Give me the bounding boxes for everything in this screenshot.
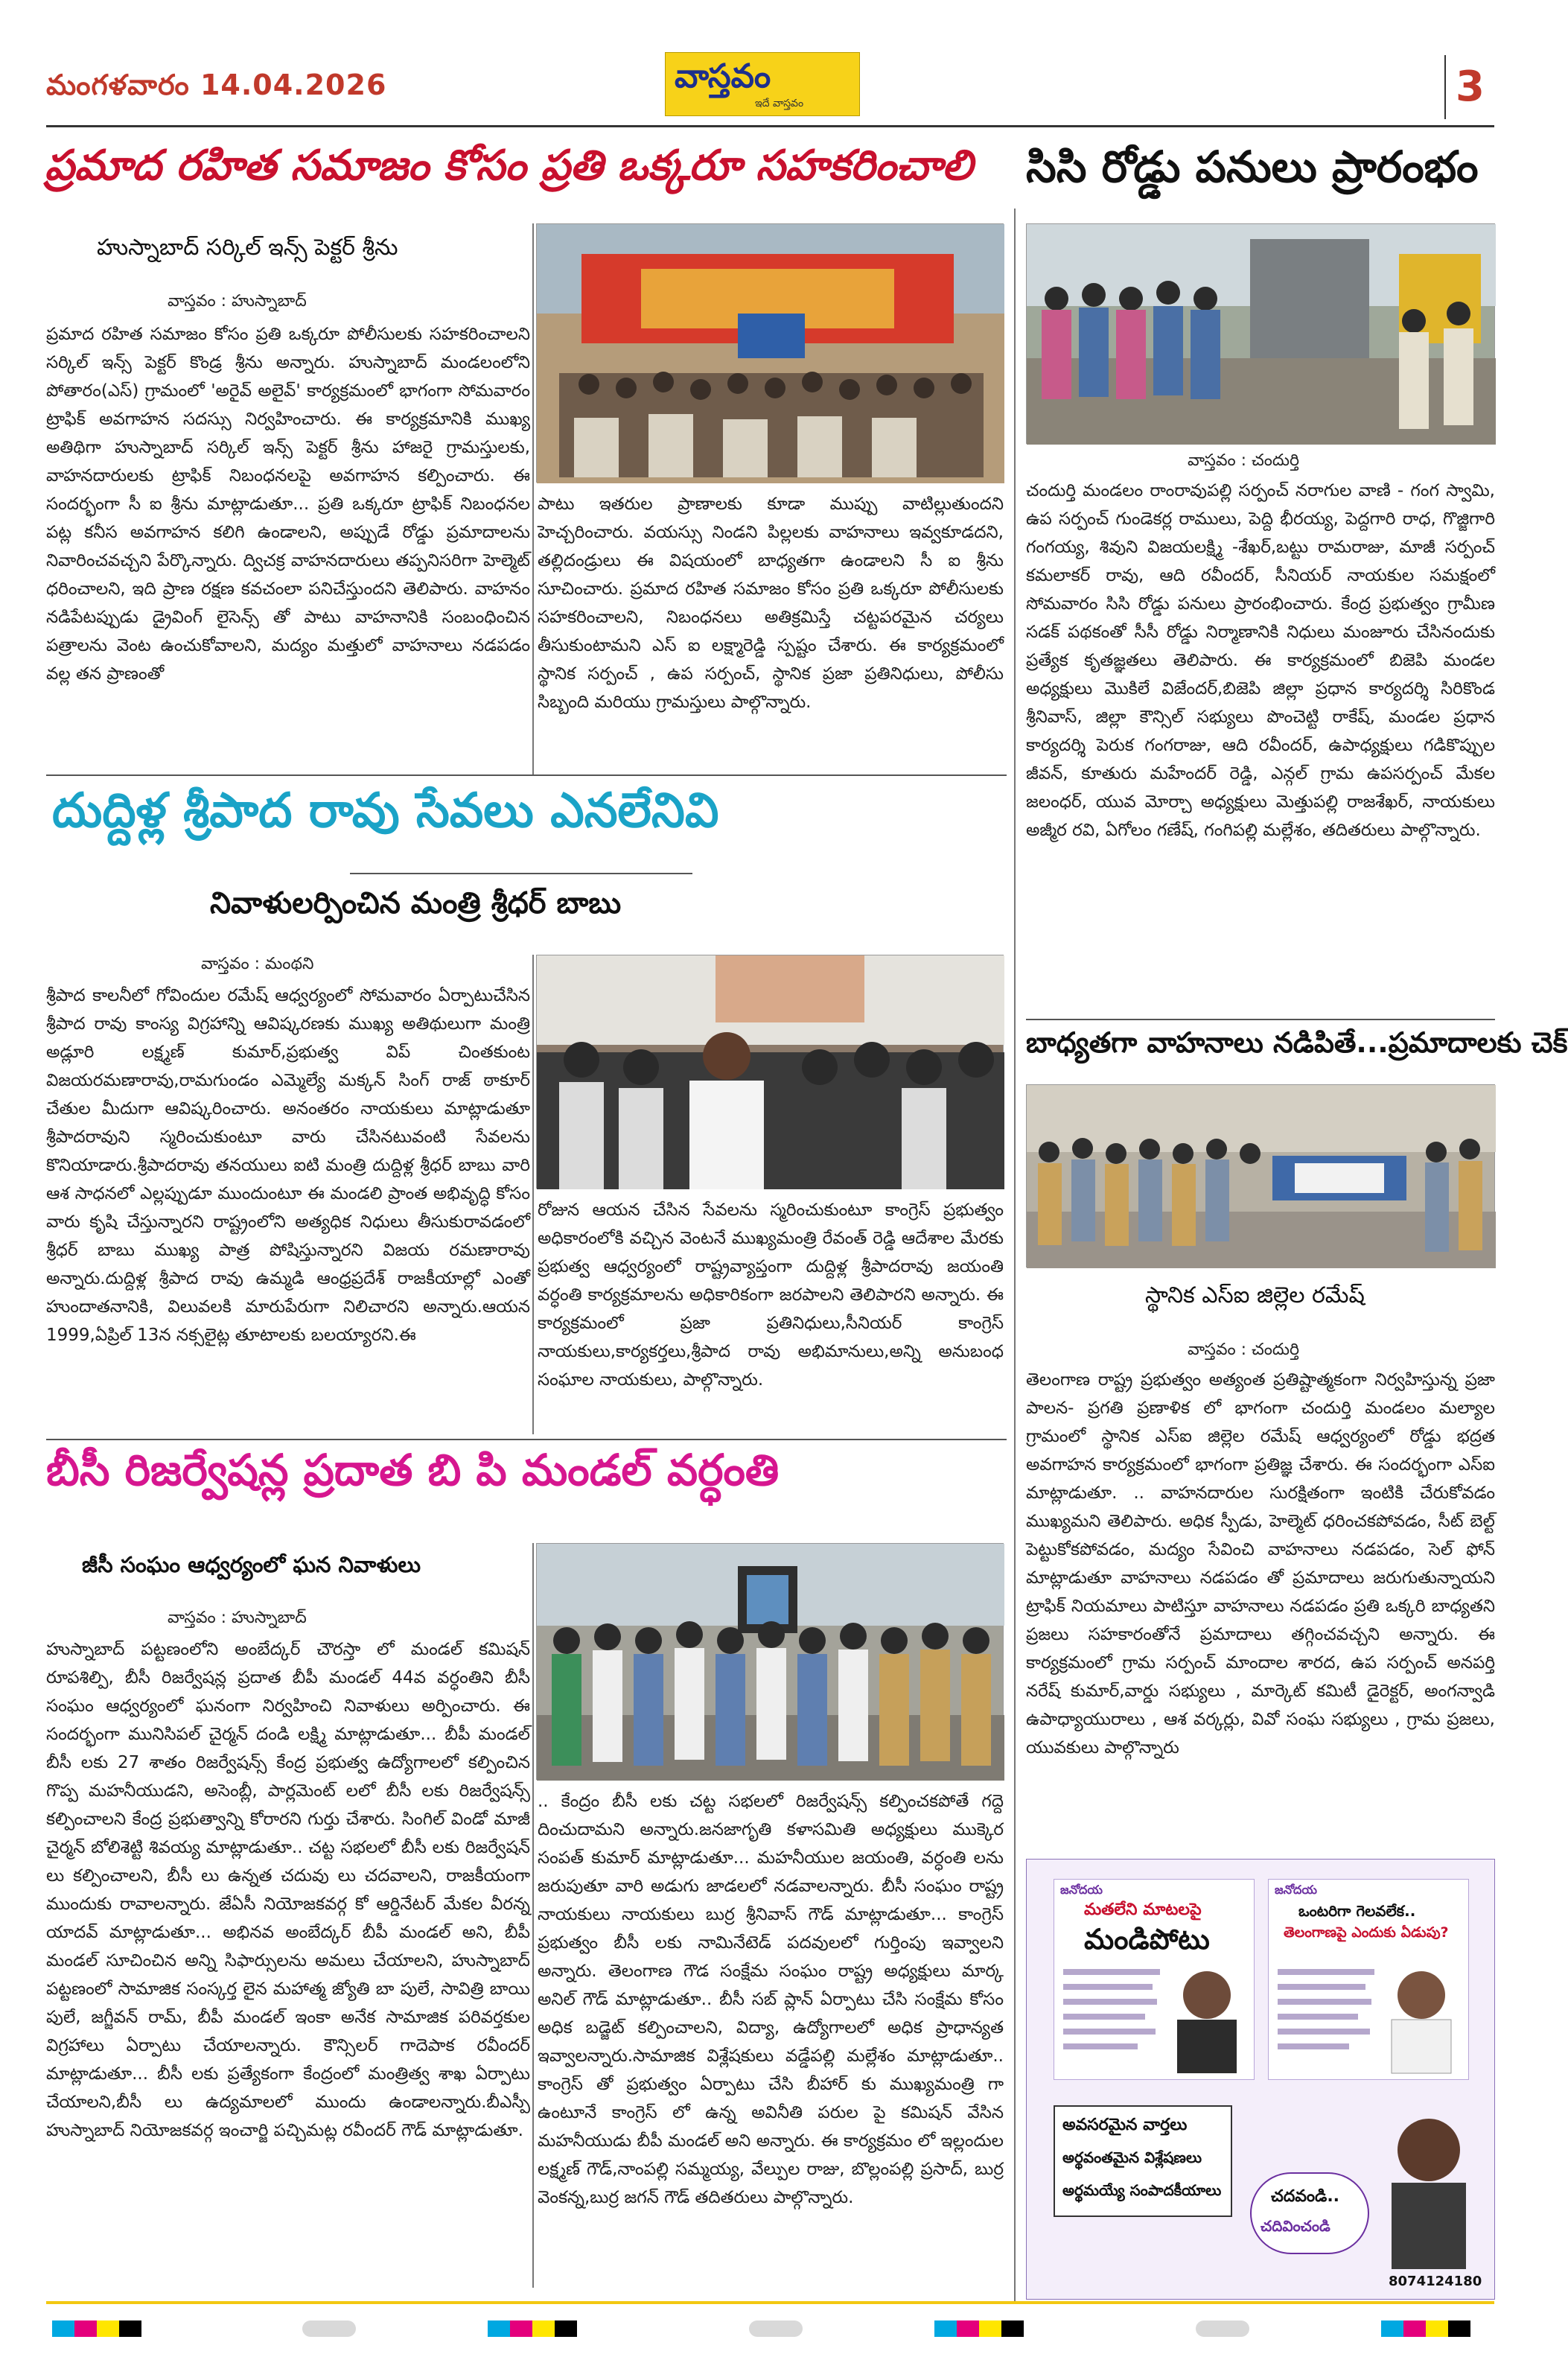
story2-dateline: వాస్తవం : చందుర్తి bbox=[1188, 451, 1300, 470]
story4-photo bbox=[1026, 1084, 1495, 1267]
story3-column-divider bbox=[532, 955, 534, 1434]
minister-speech-photo bbox=[537, 955, 1004, 1189]
story3-headline: దుద్దిళ్ల శ్రీపాద రావు సేవలు ఎనలేనివి bbox=[52, 783, 719, 839]
ad-read-bubble bbox=[1250, 2172, 1369, 2254]
story2-headline: సిసి రోడ్డు పనులు ప్రారంభం bbox=[1026, 141, 1479, 192]
ad-right-title-small: ఒంటరిగా గెలవలేక.. bbox=[1298, 1902, 1416, 1920]
ad-right-brand: జనోదయ bbox=[1275, 1883, 1317, 1897]
story3-subhead: నివాళులర్పించిన మంత్రి శ్రీధర్ బాబు bbox=[210, 886, 622, 920]
ad-box-line2: అర్థవంతమైన విశ్లేషణలు bbox=[1062, 2148, 1202, 2166]
story1-column-divider bbox=[532, 223, 534, 774]
newspaper-ad bbox=[1026, 1859, 1495, 2300]
registration-mark-far-right bbox=[1381, 2320, 1403, 2337]
registration-mark-center bbox=[488, 2320, 510, 2337]
masthead-title: వాస్తవం bbox=[675, 57, 771, 95]
story5-body-col2: .. కేంద్రం బీసీ లకు చట్ట సభలలో రిజర్వేషన్స్ కల్పించకపోతే గద్దె దించుదామని అన్నారు.జనజాగృతి కళాసమితి అధ్యక్షులు ముక్కెర సంపత్ కుమార్ మాట్లాడుతూ... మహనీయుల జయంతి, వర్ధంతి లను జరుపుతూ వారి అడుగు జాడలలో నడవాలన్నారు. బీసీ సంఘం రాష్ట్ర నాయకులు నాయకులు బుర్ర శ్రీనివాస్ గౌడ్ మాట్లాడుతూ... కాంగ్రెస్ ప్రభుత్వం బీసీ లకు నామినేటెడ్ పదవులలో గుర్తింపు ఇవ్వాలని అన్నారు. తెలంగాణ గౌడ సంక్షేమ సంఘం రాష్ట్ర అధ్యక్షులు మార్క అనిల్ గౌడ్ మాట్లాడుతూ.. బీసీ సబ్ ప్లాన్ ఏర్పాటు చేసి సంక్షేమ కోసం అధిక బడ్జెట్ కల్పించాలని, విద్యా, ఉద్యోగాలలో అధిక ప్రాధాన్యత ఇవ్వాలన్నారు.సామాజిక విశ్లేషకులు వడ్డేపల్లి మల్లేశం మాట్లాడుతూ.. కాంగ్రెస్ తో ప్రభుత్వం ఏర్పాటు చేసి బీహార్ కు ముఖ్యమంత్రి గా ఉంటూనే కాంగ్రెస్ లో ఉన్న అవినీతి పరుల పై కమిషన్ వేసిన మహనీయుడు బీపీ మండల్ అని అన్నారు. ఈ కార్యక్రమం లో ఇల్లందుల లక్ష్మణ్ గౌడ్,నాంపల్లి సమ్మయ్య, వేల్పుల రాజు, బొల్లంపల్లి ప్రసాద్, బుర్ర వెంకన్న,బుర్ర జగన్ గౌడ్ తదితరులు పాల్గొన్నారు. bbox=[538, 1792, 1004, 2207]
story3-subhead-rule bbox=[350, 873, 692, 874]
registration-oval-2 bbox=[749, 2320, 803, 2337]
story1-body-col1: ప్రమాద రహిత సమాజం కోసం ప్రతి ఒక్కరూ పోలీసులకు సహకరించాలని సర్కిల్ ఇన్స్ పెక్టర్ కొండ్ర శ్రీను అన్నారు. హుస్నాబాద్ మండలంలోని పోతారం(ఎస్) గ్రామంలో 'అరైవ్ అలైవ్' కార్యక్రమంలో భాగంగా సోమవారం ట్రాఫిక్ అవగాహన సదస్సు నిర్వహించారు. ఈ కార్యక్రమానికి ముఖ్య అతిథిగా హుస్నాబాద్ సర్కిల్ ఇన్స్ పెక్టర్ శ్రీను హాజరై గ్రామస్తులకు, వాహనదారులకు ట్రాఫిక్ నిబంధనలపై అవగాహన కల్పించారు. ఈ సందర్భంగా సీ ఐ శ్రీను మాట్లాడుతూ... ప్రతి ఒక్కరూ ట్రాఫిక్ నిబంధనల పట్ల కనీస అవగాహన కలిగి ఉండాలని, అప్పుడే రోడ్డు ప్రమాదాలను నివారించవచ్చని పేర్కొన్నారు. ద్విచక్ర వాహనదారులు తప్పనిసరిగా హెల్మెట్ ధరించాలని, ఇది ప్రాణ రక్షణ కవచంలా పనిచేస్తుందని తెలిపారు. వాహనం నడిపేటప్పుడు డ్రైవింగ్ లైసెన్స్ తో పాటు వాహనానికి సంబంధించిన పత్రాలను వెంట ఉంచుకోవాలని, మద్యం మత్తులో వాహనాలు నడపడం వల్ల తన ప్రాణంతో bbox=[46, 325, 530, 684]
left-right-divider bbox=[1014, 209, 1016, 2301]
story5-body-col1: హుస్నాబాద్ పట్టణంలోని అంబేద్కర్ చౌరస్తా లో మండల్ కమిషన్ రూపశిల్పి, బీసీ రిజర్వేషన్ల ప్రదాత బీపీ మండల్ 44వ వర్ధంతిని బీసీ సంఘం ఆధ్వర్యంలో ఘనంగా నిర్వహించి నివాళులు అర్పించారు. ఈ సందర్భంగా మునిసిపల్ చైర్మన్ దండి లక్ష్మి మాట్లాడుతూ... బీపీ మండల్ బీసీ లకు 27 శాతం రిజర్వేషన్స్ కేంద్ర ప్రభుత్వ ఉద్యోగాలలో కల్పించిన గొప్ప మహనీయుడని, అసెంబ్లీ, పార్లమెంట్ లలో బీసీ లకు రిజర్వేషన్స్ కల్పించాలని కేంద్ర ప్రభుత్వాన్ని కోరారని గుర్తు చేశారు. సింగిల్ విండో మాజీ చైర్మన్ బోలిశెట్టి శివయ్య మాట్లాడుతూ.. చట్ట సభలలో బీసీ లకు రిజర్వేషన్ లు కల్పించాలని, బీసీ లు ఉన్నత చదువు లు చదవాలని, రాజకీయంగా ముందుకు రావాలన్నారు. జేఏసీ నియోజకవర్గ కో ఆర్డినేటర్ మేకల వీరన్న యాదవ్ మాట్లాడుతూ... అభినవ అంబేద్కర్ బీపీ మండల్ అని, బీపీ మండల్ సూచించిన అన్ని సిఫార్సులను అమలు చేయాలని, హుస్నాబాద్ పట్టణంలో సామాజిక సంస్కర్త లైన మహాత్మ జ్యోతి బా పులే, సావిత్రి బాయి పులే, జగ్జీవన్ రామ్, బీపీ మండల్ ఇంకా అనేక సామాజిక పరివర్తకుల విగ్రహాలు ఏర్పాటు చేయాలన్నారు. కౌన్సిలర్ గాదెపాక రవీందర్ మాట్లాడుతూ... బీసీ లకు ప్రత్యేకంగా కేంద్రంలో మంత్రిత్వ శాఖ ఏర్పాటు చేయాలని,బీసీ లు ఉద్యమాలలో ముందు ఉండాలన్నారు.బీఎస్పీ హుస్నాబాద్ నియోజకవర్గ ఇంచార్జి పచ్చిమట్ల రవీందర్ గౌడ్ మాట్లాడుతూ. bbox=[46, 1640, 530, 2140]
ad-left-title-small: మతలేని మాటలపై bbox=[1084, 1900, 1202, 1919]
story3-body-col1: శ్రీపాద కాలనీలో గోవిందుల రమేష్ ఆధ్వర్యంలో సోమవారం ఏర్పాటుచేసిన శ్రీపాద రావు కాంస్య విగ్రహాన్ని ఆవిష్కరణకు ముఖ్య అతిథులుగా మంత్రి అడ్లూరి లక్ష్మణ్ కుమార్,ప్రభుత్వ విప్ చింతకుంట విజయరమణారావు,రామగుండం ఎమ్మెల్యే మక్కన్ సింగ్ రాజ్ ఠాకూర్ చేతుల మీదుగా ఆవిష్కరించారు. అనంతరం నాయకులు మాట్లాడుతూ శ్రీపాదరావుని స్మరించుకుంటూ వారు చేసినటువంటి సేవలను కొనియాడారు.శ్రీపాదరావు తనయులు ఐటి మంత్రి దుద్దిళ్ల శ్రీధర్ బాబు వారి ఆశ సాధనలో ఎల్లప్పుడూ ముందుంటూ ఈ మండలి ప్రాంత అభివృద్ధి కోసం వారు కృషి చేస్తున్నారని రాష్ట్రంలోని అత్యధిక నిధులు తీసుకురావడంలో శ్రీధర్ బాబు ముఖ్య పాత్ర పోషిస్తున్నారని విజయ రమణారావు అన్నారు.దుద్దిళ్ల శ్రీపాద రావు ఉమ్మడి ఆంధ్రప్రదేశ్ రాజకీయాల్లో ఎంతో హుందాతనానికి, విలువలకి మారుపేరుగా నిలిచారని అన్నారు.ఆయన 1999,ఏప్రిల్ 13న నక్సలైట్ల తూటాలకు బలయ్యారని.ఈ bbox=[46, 986, 530, 1345]
header-rule bbox=[46, 125, 1494, 127]
ad-right-portrait bbox=[1380, 1962, 1462, 2073]
registration-oval-3 bbox=[1196, 2320, 1249, 2337]
tribute-gathering-photo bbox=[537, 1544, 1004, 1781]
ad-box-line3: అర్థమయ్యే సంపాదకీయాలు bbox=[1062, 2181, 1222, 2199]
story3-body-col2: రోజున ఆయన చేసిన సేవలను స్మరించుకుంటూ కాంగ్రెస్ ప్రభుత్వం అధికారంలోకి వచ్చిన వెంటనే ముఖ్యమంత్రి రేవంత్ రెడ్డి ఆదేశాల మేరకు ప్రభుత్వ ఆధ్వర్యంలో రాష్ట్రవ్యాప్తంగా దుద్దిళ్ల శ్రీపాదరావు జయంతి వర్ధంతి కార్యక్రమాలను అధికారికంగా జరపాలని తెలిపారని అన్నారు. ఈ కార్యక్రమంలో ప్రజా ప్రతినిధులు,సీనియర్ కాంగ్రెస్ నాయకులు,కార్యకర్తలు,శ్రీపాద రావు అభిమానులు,అన్ని అనుబంధ సంఘాల నాయకులు, పాల్గొన్నారు. bbox=[538, 1200, 1004, 1390]
ad-left-portrait bbox=[1166, 1962, 1248, 2073]
ad-phone: 8074124180 bbox=[1389, 2274, 1482, 2289]
story5-column-divider bbox=[532, 1543, 534, 2288]
registration-oval-1 bbox=[302, 2320, 356, 2337]
ad-bubble-big: చదివించండి bbox=[1261, 2217, 1330, 2235]
story1-body-col2: పాటు ఇతరుల ప్రాణాలకు కూడా ముప్పు వాటిల్లుతుందని హెచ్చరించారు. వయస్సు నిండని పిల్లలకు వాహనాలు ఇవ్వకూడదని, తల్లిదండ్రులు ఈ విషయంలో బాధ్యతగా ఉండాలని సీ ఐ శ్రీను సూచించారు. ప్రమాద రహిత సమాజం కోసం ప్రతి ఒక్కరూ పోలీసులకు సహకరించాలని, నిబంధనలు అతిక్రమిస్తే చట్టపరమైన చర్యలు తీసుకుంటామని ఎస్ ఐ లక్ష్మారెడ్డి స్పష్టం చేశారు. ఈ కార్యక్రమంలో స్థానిక సర్పంచ్ , ఉప సర్పంచ్, స్థానిక ప్రజా ప్రతినిధులు, పోలీసు సిబ్బంది మరియు గ్రామస్తులు పాల్గొన్నారు. bbox=[538, 494, 1004, 712]
story5-photo bbox=[536, 1543, 1004, 1780]
story2-body: చందుర్తి మండలం రాంరావుపల్లి సర్పంచ్ నరాగుల వాణి - గంగ స్వామి, ఉప సర్పంచ్ గుండెకర్ల రాములు, పెద్ది భీరయ్య, పెద్దగారి రాధ, గొజ్జిగారి గంగయ్య, శివుని విజయలక్ష్మి -శేఖర్,బట్టు రామరాజు, మాజీ సర్పంచ్ కమలాకర్ రావు, ఆది రవీందర్, సీనియర్ నాయకుల సమక్షంలో సోమవారం సిసి రోడ్డు పనులు ప్రారంభించారు. కేంద్ర ప్రభుత్వం గ్రామీణ సడక్ పథకంతో సీసీ రోడ్డు నిర్మాణానికి నిధులు మంజూరు చేసినందుకు ప్రత్యేక కృతజ్ఞతలు తెలిపారు. ఈ కార్యక్రమంలో బిజెపి మండల అధ్యక్షులు మొకిలే విజేందర్,బిజెపి జిల్లా ప్రధాన కార్యదర్శి సిరికొండ శ్రీనివాస్, జిల్లా కౌన్సిల్ సభ్యులు పొంచెట్టి రాకేష్, మండల ప్రధాన కార్యదర్శి పెరుక గంగరాజు, ఆది రవీందర్, ఉపాధ్యక్షులు గడికొప్పుల జీవన్, కూతురు మహేందర్ రెడ్డి, ఎన్గల్ గ్రామ ఉపసర్పంచ్ మేకల జలంధర్, యువ మోర్చా అధ్యక్షులు మెత్తుపల్లి రాజశేఖర్, నాయకులు అజ్మీర రవి, ఏగోలం గణేష్, గంగిపల్లి మల్లేశం, తదితరులు పాల్గొన్నారు. bbox=[1026, 481, 1495, 840]
story3-photo bbox=[536, 955, 1004, 1189]
story1-photo bbox=[536, 223, 1004, 483]
ad-left-title-big: మండిపోటు bbox=[1084, 1923, 1210, 1956]
story4-dateline: వాస్తవం : చందుర్తి bbox=[1188, 1340, 1300, 1359]
awareness-meeting-photo bbox=[537, 224, 1004, 483]
story1-subhead: హుస్నాబాద్ సర్కిల్ ఇన్స్ పెక్టర్ శ్రీను bbox=[97, 235, 398, 261]
road-works-photo bbox=[1027, 224, 1496, 445]
ad-right-poster bbox=[1268, 1879, 1469, 2080]
story4-subhead: స్థానిక ఎస్ఐ జిల్లెల రమేష్ bbox=[1145, 1282, 1365, 1308]
page-number-divider bbox=[1444, 55, 1446, 119]
story1-dateline: వాస్తవం : హుస్నాబాద్ bbox=[168, 292, 307, 311]
registration-mark-left bbox=[52, 2320, 74, 2337]
ad-bottom-box bbox=[1054, 2105, 1232, 2217]
story3-dateline: వాస్తవం : మంథని bbox=[201, 955, 314, 973]
footer-rule bbox=[46, 2301, 1494, 2304]
road-safety-pledge-photo bbox=[1027, 1085, 1496, 1268]
ad-box-line1: అవసరమైన వార్తలు bbox=[1062, 2116, 1188, 2134]
ad-left-brand: జనోదయ bbox=[1060, 1883, 1103, 1897]
masthead-tagline: ఇదే వాస్తవం bbox=[755, 98, 804, 109]
registration-mark-right bbox=[934, 2320, 957, 2337]
ad-right-title-big: తెలంగాణపై ఎందుకు ఏడుపు? bbox=[1284, 1924, 1449, 1941]
story3-top-rule bbox=[46, 774, 1007, 776]
story2-bottom-rule bbox=[1026, 1019, 1495, 1020]
masthead bbox=[665, 52, 860, 116]
story5-headline: బీసీ రిజర్వేషన్ల ప్రదాత బి పి మండల్ వర్ధంతి bbox=[46, 1445, 780, 1495]
ad-left-text-lines bbox=[1063, 1969, 1160, 2066]
page-number: 3 bbox=[1456, 63, 1485, 111]
ad-right-text-lines bbox=[1278, 1969, 1374, 2066]
ad-bubble-small: చదవండి.. bbox=[1271, 2187, 1340, 2206]
ad-left-poster bbox=[1054, 1879, 1255, 2080]
story4-body: తెలంగాణ రాష్ట్ర ప్రభుత్వం అత్యంత ప్రతిష్టాత్మకంగా నిర్వహిస్తున్న ప్రజా పాలన- ప్రగతి ప్రణాళిక లో భాగంగా చందుర్తి మండలం మల్యాల గ్రామంలో స్థానిక ఎస్ఐ జిల్లెల రమేష్ ఆధ్వర్యంలో రోడ్డు భద్రత అవగాహన కార్యక్రమంలో భాగంగా ప్రతిజ్ఞ చేశారు. ఈ సందర్భంగా ఎస్ఐ మాట్లాడుతూ. .. వాహనదారుల సురక్షితంగా ఇంటికి చేరుకోవడం ముఖ్యమని తెలిపారు. అధిక స్పీడు, హెల్మెట్ ధరించకపోవడం, సీట్ బెల్ట్ పెట్టుకోకపోవడం, మద్యం సేవించి వాహనాలు నడపడం, సెల్ ఫోన్ మాట్లాడుతూ వాహనాలు నడపడం తో ప్రమాదాలు జరుగుతున్నాయని ట్రాఫిక్ నియమాలు పాటిస్తూ వాహనాలు నడపడం ప్రతి ఒక్కరి బాధ్యతని ప్రజలు సహకారంతోనే ప్రమాదాలు తగ్గించవచ్చని అన్నారు. ఈ కార్యక్రమంలో గ్రామ సర్పంచ్ మాందాల శారద, ఉప సర్పంచ్ అనపర్తి నరేష్ కుమార్,వార్డు సభ్యులు , మార్కెట్ కమిటీ డైరెక్టర్, అంగన్వాడి ఉపాధ్యాయురాలు , ఆశ వర్కర్లు, వివో సంఘ సభ్యులు , గ్రామ ప్రజలు, యువకులు పాల్గొన్నారు bbox=[1026, 1370, 1495, 1757]
story2-photo bbox=[1026, 223, 1495, 444]
story1-headline: ప్రమాద రహిత సమాజం కోసం ప్రతి ఒక్కరూ సహకరించాలి bbox=[45, 141, 973, 190]
story5-dateline: వాస్తవం : హుస్నాబాద్ bbox=[168, 1609, 307, 1627]
ad-editor-portrait bbox=[1377, 2105, 1481, 2269]
story5-subhead: జీసీ సంఘం ఆధ్వర్యంలో ఘన నివాళులు bbox=[82, 1552, 421, 1577]
story5-top-rule bbox=[46, 1439, 1007, 1440]
story4-headline: బాధ్యతగా వాహనాలు నడిపితే...ప్రమాదాలకు చెక్ bbox=[1026, 1026, 1568, 1059]
header-date: మంగళవారం 14.04.2026 bbox=[46, 69, 387, 101]
